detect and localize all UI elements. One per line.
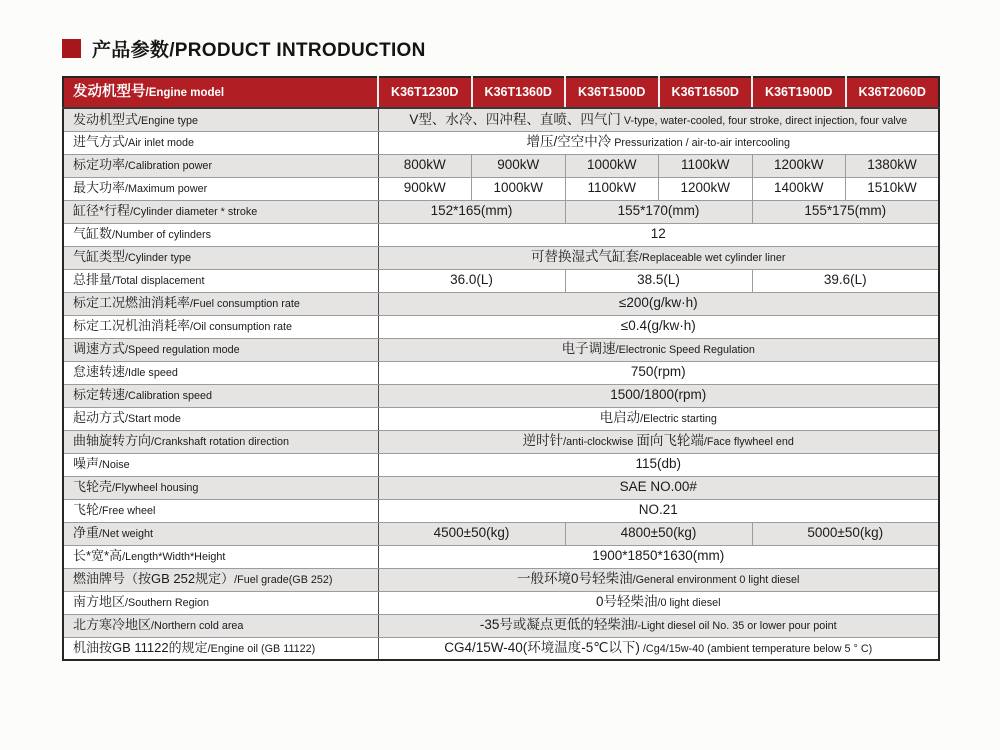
table-row: [63, 108, 939, 131]
cell-text-zh: 标定转速: [73, 387, 126, 403]
cell-text-en: V-type, water-cooled, four stroke, direct injection, four valve: [620, 114, 908, 127]
header-model-k36t1360d: K36T1360D: [472, 77, 566, 108]
cell-text-en: /Crankshaft rotation direction: [151, 436, 290, 449]
cell-text-zh: 进气方式: [73, 134, 126, 150]
cell-text-en: /Air inlet mode: [125, 137, 195, 150]
table-row: [63, 430, 939, 453]
table-row: [63, 637, 939, 660]
cell-text-zh: 北方寒冷地区: [73, 617, 152, 633]
row-value: [565, 522, 752, 545]
cell-text-en: /Flywheel housing: [112, 482, 199, 495]
row-label: [63, 108, 378, 131]
row-label: [63, 522, 378, 545]
cell-text-en: /Net weight: [99, 528, 154, 541]
cell-text-zh: 1100kW: [680, 157, 730, 173]
table-row: [63, 522, 939, 545]
cell-text-zh: V型、水冷、四冲程、直喷、四气门: [409, 111, 621, 127]
cell-text-zh: 飞轮: [73, 502, 100, 518]
header-model-k36t1500d: K36T1500D: [565, 77, 659, 108]
cell-text-zh: SAE NO.00#: [619, 479, 697, 495]
table-row: [63, 361, 939, 384]
table-row: [63, 453, 939, 476]
row-value: [378, 246, 939, 269]
cell-text-zh: 750(rpm): [630, 364, 686, 380]
row-value: [565, 154, 659, 177]
header-model-k36t1230d: K36T1230D: [378, 77, 472, 108]
table-row: [63, 568, 939, 591]
cell-text-en: /Electric starting: [640, 413, 717, 426]
row-label: [63, 200, 378, 223]
cell-text-zh: 电子调速: [561, 341, 616, 357]
row-value: [378, 545, 939, 568]
cell-text-en: /Northern cold area: [151, 620, 244, 633]
row-value: [752, 154, 846, 177]
cell-text-zh: 1900*1850*1630(mm): [592, 548, 725, 564]
cell-text-zh: 噪声: [73, 456, 100, 472]
header-model-k36t1650d: K36T1650D: [659, 77, 753, 108]
row-value: [378, 591, 939, 614]
cell-text-en: /Total displacement: [112, 275, 205, 288]
cell-text-zh: 一般环境0号轻柴油: [517, 571, 633, 587]
table-row: [63, 223, 939, 246]
row-value: [378, 476, 939, 499]
cell-text-en: /Calibration power: [125, 160, 213, 173]
row-label: [63, 591, 378, 614]
table-row: [63, 246, 939, 269]
header-engine-model-en: /Engine model: [145, 86, 225, 99]
table-row: [63, 384, 939, 407]
cell-text-zh: 1000kW: [586, 157, 637, 173]
cell-text-zh: 可替换湿式气缸套: [531, 249, 640, 265]
cell-text-zh: 缸径*行程: [73, 203, 131, 219]
cell-text-zh: 38.5(L): [637, 272, 680, 288]
row-value: [752, 269, 939, 292]
table-row: [63, 614, 939, 637]
row-value: [378, 614, 939, 637]
cell-text-en: /Cylinder diameter * stroke: [130, 206, 258, 219]
table-header-row: [63, 77, 939, 108]
page-title: [62, 35, 426, 62]
cell-text-zh: 5000±50(kg): [807, 525, 884, 541]
row-value: [378, 499, 939, 522]
row-value: [565, 177, 659, 200]
cell-text-en: /Length*Width*Height: [122, 551, 226, 564]
cell-text-zh: 气缸数: [73, 226, 113, 242]
cell-text-en: /Idle speed: [125, 367, 178, 380]
table-row: [63, 269, 939, 292]
cell-text-zh: 1500/1800(rpm): [610, 387, 707, 403]
row-value: [378, 453, 939, 476]
cell-text-zh: 1000kW: [493, 180, 544, 196]
cell-text-zh: 机油按GB 11122的规定: [73, 640, 208, 656]
header-model-k36t1900d: K36T1900D: [752, 77, 846, 108]
row-label: [63, 338, 378, 361]
cell-text-en: /Free wheel: [99, 505, 156, 518]
row-value: [378, 568, 939, 591]
table-row: [63, 154, 939, 177]
row-value: [846, 177, 940, 200]
row-label: [63, 568, 378, 591]
cell-text-en: /Oil consumption rate: [190, 321, 293, 334]
row-value: [378, 315, 939, 338]
table-row: [63, 131, 939, 154]
cell-text-en: /Cylinder type: [125, 252, 192, 265]
table-row: [63, 407, 939, 430]
red-square-bullet-icon: [62, 39, 81, 58]
cell-text-zh: 39.6(L): [823, 272, 867, 288]
engine-spec-table: [62, 76, 940, 661]
cell-text-zh: 800kW: [403, 157, 446, 173]
cell-text-zh: 152*165(mm): [430, 203, 513, 219]
cell-text-zh: 长*宽*高: [73, 548, 123, 564]
row-value: [752, 522, 939, 545]
row-label: [63, 430, 378, 453]
row-label: [63, 131, 378, 154]
cell-text-zh: 4500±50(kg): [433, 525, 510, 541]
row-label: [63, 315, 378, 338]
row-value: [846, 154, 940, 177]
row-value: [378, 223, 939, 246]
row-value: [378, 430, 939, 453]
row-value: [378, 361, 939, 384]
cell-text-zh: 1100kW: [587, 180, 637, 196]
cell-text-en: /Noise: [99, 459, 130, 472]
cell-text-zh: NO.21: [638, 502, 678, 518]
table-row: [63, 200, 939, 223]
row-value: [378, 200, 565, 223]
row-label: [63, 361, 378, 384]
cell-text-zh: 怠速转速: [73, 364, 126, 380]
cell-text-zh: 发动机型式: [73, 111, 139, 127]
row-label: [63, 614, 378, 637]
row-value: [378, 269, 565, 292]
table-row: [63, 292, 939, 315]
cell-text-en: /Fuel consumption rate: [190, 298, 300, 311]
cell-text-en: /Engine oil (GB 11122): [207, 643, 316, 656]
cell-text-zh: 0号轻柴油: [595, 594, 658, 610]
table-row: [63, 591, 939, 614]
cell-text-zh: 调速方式: [73, 341, 126, 357]
cell-text-zh: ≤200(g/kw·h): [618, 295, 698, 311]
cell-text-zh: 电启动: [599, 410, 641, 426]
cell-text-zh: 燃油牌号（按GB 252规定）: [73, 571, 235, 587]
cell-text-zh: 1200kW: [773, 157, 824, 173]
row-label: [63, 246, 378, 269]
row-value: [378, 292, 939, 315]
table-row: [63, 499, 939, 522]
row-value: [752, 177, 846, 200]
cell-text-en: /Number of cylinders: [112, 229, 212, 242]
cell-text-zh: 155*170(mm): [617, 203, 700, 219]
cell-text-zh: 1400kW: [773, 180, 824, 196]
row-label: [63, 269, 378, 292]
row-value: [378, 177, 472, 200]
row-label: [63, 476, 378, 499]
cell-text-zh: 900kW: [403, 180, 446, 196]
cell-text-zh: 标定工况机油消耗率: [73, 318, 191, 334]
header-engine-model: [63, 77, 378, 108]
cell-text-zh: 南方地区: [73, 594, 126, 610]
row-value: [378, 384, 939, 407]
cell-text-zh: 总排量: [73, 272, 113, 288]
table-row: [63, 177, 939, 200]
row-value: [378, 154, 472, 177]
page-title-text: 产品参数/PRODUCT INTRODUCTION: [92, 40, 426, 61]
cell-text-en: /0 light diesel: [657, 597, 721, 610]
cell-text-zh: 气缸类型: [73, 249, 126, 265]
row-label: [63, 453, 378, 476]
table-row: [63, 338, 939, 361]
row-value: [659, 154, 753, 177]
table-row: [63, 315, 939, 338]
cell-text-zh: 面向飞轮端: [636, 433, 704, 449]
cell-text-zh: 36.0(L): [450, 272, 493, 288]
row-value: [565, 269, 752, 292]
cell-text-zh: 逆时针: [522, 433, 564, 449]
cell-text-zh: 155*175(mm): [804, 203, 887, 219]
cell-text-en: Pressurization / air-to-air intercooling: [611, 137, 791, 150]
cell-text-zh: 最大功率: [73, 180, 126, 196]
row-value: [378, 131, 939, 154]
cell-text-en: /Electronic Speed Regulation: [615, 344, 755, 357]
cell-text-zh: 1200kW: [680, 180, 731, 196]
cell-text-zh: 12: [650, 226, 666, 242]
cell-text-en: /Maximum power: [125, 183, 208, 196]
row-label: [63, 384, 378, 407]
cell-text-en: /Cg4/15w-40 (ambient temperature below 5 ° C): [639, 643, 873, 656]
row-value: [378, 522, 565, 545]
cell-text-zh: 增压/空空中冷: [526, 134, 612, 150]
row-value: [752, 200, 939, 223]
cell-text-zh: 1380kW: [867, 157, 917, 173]
cell-text-zh: CG4/15W-40(环境温度-5℃以下): [444, 640, 640, 656]
cell-text-en: /Fuel grade(GB 252): [234, 574, 333, 587]
row-value: [659, 177, 753, 200]
table-row: [63, 476, 939, 499]
cell-text-en: /Southern Region: [125, 597, 210, 610]
header-engine-model-zh: 发动机型号: [73, 83, 146, 100]
row-value: [378, 338, 939, 361]
cell-text-en: /Speed regulation mode: [125, 344, 240, 357]
cell-text-en: /Calibration speed: [125, 390, 213, 403]
row-value: [565, 200, 752, 223]
table-row: [63, 545, 939, 568]
cell-text-zh: 4800±50(kg): [620, 525, 697, 541]
row-label: [63, 154, 378, 177]
cell-text-en: /-Light diesel oil No. 35 or lower pour point: [634, 620, 837, 633]
cell-text-zh: 曲轴旋转方向: [73, 433, 152, 449]
row-label: [63, 292, 378, 315]
cell-text-zh: 标定工况燃油消耗率: [73, 295, 191, 311]
cell-text-en: /anti-clockwise: [563, 436, 637, 449]
row-label: [63, 407, 378, 430]
row-label: [63, 499, 378, 522]
cell-text-zh: 起动方式: [73, 410, 126, 426]
row-value: [378, 637, 939, 660]
cell-text-zh: 115(db): [635, 456, 682, 472]
row-label: [63, 545, 378, 568]
cell-text-en: /Engine type: [138, 114, 199, 127]
header-model-k36t2060d: K36T2060D: [846, 77, 940, 108]
cell-text-zh: 净重: [73, 525, 100, 541]
cell-text-zh: 1510kW: [867, 180, 917, 196]
row-label: [63, 637, 378, 660]
row-label: [63, 223, 378, 246]
cell-text-en: /General environment 0 light diesel: [632, 574, 800, 587]
cell-text-zh: -35号或凝点更低的轻柴油: [479, 617, 635, 633]
row-value: [472, 177, 566, 200]
cell-text-zh: 标定功率: [73, 157, 126, 173]
cell-text-zh: ≤0.4(g/kw·h): [620, 318, 696, 334]
row-value: [378, 108, 939, 131]
cell-text-en: /Replaceable wet cylinder liner: [639, 252, 786, 265]
cell-text-en: /Start mode: [125, 413, 181, 426]
row-value: [472, 154, 566, 177]
cell-text-zh: 飞轮壳: [73, 479, 113, 495]
row-label: [63, 177, 378, 200]
row-value: [378, 407, 939, 430]
cell-text-zh: 900kW: [497, 157, 540, 173]
cell-text-en: /Face flywheel end: [703, 436, 794, 449]
